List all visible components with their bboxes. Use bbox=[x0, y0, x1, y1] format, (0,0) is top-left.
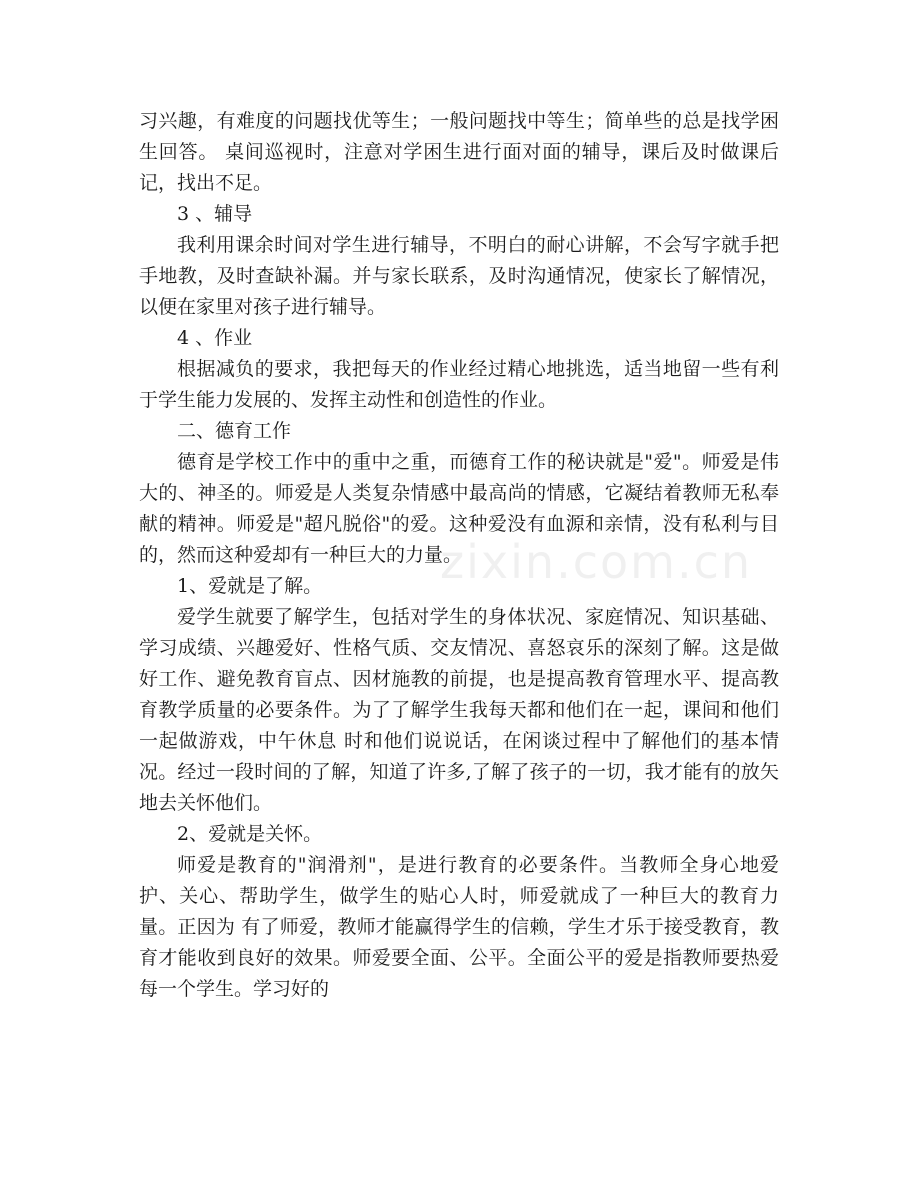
subheading-tutoring: 3 、辅导 bbox=[177, 203, 253, 225]
document-body bbox=[139, 106, 779, 1005]
subheading-homework: 4 、作业 bbox=[177, 327, 253, 349]
paragraph-continued: 习兴趣，有难度的问题找优等生；一般问题找中等生；简单些的总是找学困生回答。 桌间巡视时，注意对学困生进行面对面的辅导，课后及时做课后记，找出不足。 bbox=[139, 110, 779, 194]
subheading-love-understanding: 1、爱就是了解。 bbox=[177, 575, 323, 597]
watermark: zixin.com.cn bbox=[440, 535, 753, 589]
paragraph-homework: 根据减负的要求，我把每天的作业经过精心地挑选，适当地留一些有利于学生能力发展的、发挥主动性和创造性的作业。 bbox=[139, 358, 779, 411]
paragraph-love-care: 师爱是教育的"润滑剂"，是进行教育的必要条件。当教师全身心地爱护、关心、帮助学生，做学生的贴心人时，师爱就成了一种巨大的教育力量。正因为 有了师爱，教师才能赢得学生的信赖，学生才乐于接受教育，教育才能收到良好的效果。师爱要全面、公平。全面公平的爱是指教师要热爱每一个学生。学习好的 bbox=[139, 854, 779, 1000]
subheading-love-care: 2、爱就是关怀。 bbox=[177, 823, 323, 845]
section-heading-moral-education: 二、德育工作 bbox=[177, 420, 292, 442]
paragraph-moral-education: 德育是学校工作中的重中之重，而德育工作的秘诀就是"爱"。师爱是伟大的、神圣的。师爱是人类复杂情感中最高尚的情感，它凝结着教师无私奉献的精神。师爱是"超凡脱俗"的爱。这种爱没有血源和亲情，没有私利与目的，然而这种爱却有一种巨大的力量。 bbox=[139, 451, 779, 566]
paragraph-tutoring: 我利用课余时间对学生进行辅导，不明白的耐心讲解，不会写字就手把手地教，及时查缺补漏。并与家长联系，及时沟通情况，使家长了解情况，以便在家里对孩子进行辅导。 bbox=[139, 234, 779, 318]
paragraph-love-understanding: 爱学生就要了解学生，包括对学生的身体状况、家庭情况、知识基础、学习成绩、兴趣爱好、性格气质、交友情况、喜怒哀乐的深刻了解。这是做好工作、避免教育盲点、因材施教的前提，也是提高教育管理水平、提高教育教学质量的必要条件。为了了解学生我每天都和他们在一起，课间和他们一起做游戏，中午休息 时和他们说说话，在闲谈过程中了解他们的基本情况。经过一段时间的了解，知道了许多,了解了孩子的一切，我才能有的放矢地去关怀他们。 bbox=[139, 606, 779, 814]
